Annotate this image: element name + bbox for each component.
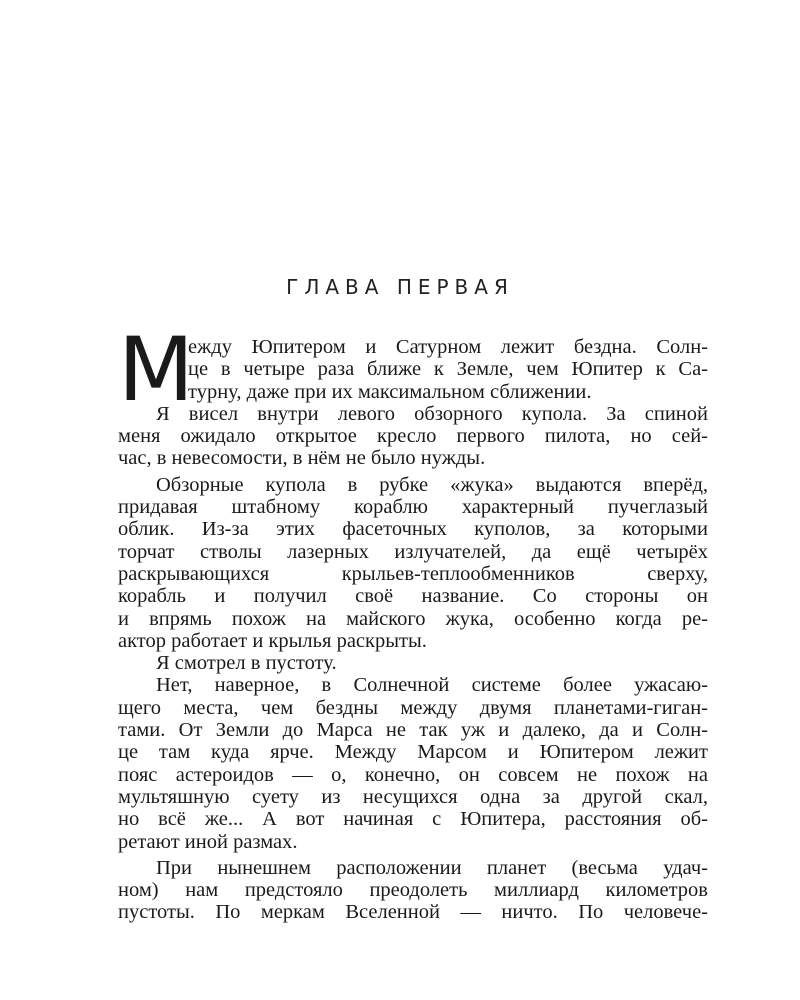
text-line: пустоты. По меркам Вселенной — ничто. По человече- [118, 901, 708, 924]
text-line: турну, даже при их максимальном сближении. [188, 380, 592, 403]
text-line: При нынешнем расположении планет (весьма удач- [156, 856, 708, 879]
text-line: Я смотрел в пустоту. [156, 652, 337, 675]
text-line: Обзорные купола в рубке «жука» выдаются вперёд, [156, 473, 708, 496]
text-line: це там куда ярче. Между Марсом и Юпитером лежит [118, 741, 708, 764]
text-line: облик. Из-за этих фасеточных куполов, за которыми [118, 518, 708, 541]
paragraph-5 [118, 674, 708, 852]
text-line: це в четыре раза ближе к Земле, чем Юпитер к Са- [188, 358, 708, 381]
paragraph-1 [118, 336, 708, 403]
paragraph-3 [118, 474, 708, 652]
text-line: меня ожидало открытое кресло первого пилота, но сей- [118, 425, 708, 448]
text-line: Я висел внутри левого обзорного купола. За спиной [156, 402, 708, 425]
text-line: ежду Юпитером и Сатурном лежит бездна. Солн- [188, 336, 708, 358]
paragraph-4 [118, 652, 708, 674]
text-line: и впрямь похож на майского жука, особенно когда ре- [118, 607, 708, 630]
paragraph-6 [118, 857, 708, 924]
chapter-title: ГЛАВА ПЕРВАЯ [286, 275, 514, 300]
text-line: придавая штабному кораблю характерный пучеглазый [118, 496, 708, 519]
drop-cap-letter: М [118, 318, 194, 421]
text-line: пояс астероидов — о, конечно, он совсем не похож на [118, 763, 708, 786]
text-line: ретают иной размах. [118, 830, 298, 853]
text-line: Нет, наверное, в Солнечной системе более ужасаю- [156, 674, 708, 697]
text-line: корабль и получил своё название. Со стороны он [118, 585, 708, 608]
text-line: тами. От Земли до Марса не так уж и далеко, да и Солн- [118, 719, 708, 742]
chapter-text [118, 318, 708, 924]
text-line: актор работает и крылья раскрыты. [118, 629, 427, 652]
text-line: щего места, чем бездны между двумя планетами-гиган- [118, 696, 708, 719]
text-line: раскрывающихся крыльев-теплообменников сверху, [118, 562, 708, 585]
text-line: час, в невесомости, в нём не было нужды. [118, 447, 486, 470]
text-line: мультяшную суету из несущихся одна за другой скал, [118, 785, 708, 808]
text-line: ном) нам предстояло преодолеть миллиард километров [118, 879, 708, 902]
text-line: торчат стволы лазерных излучателей, да ещё четырёх [118, 540, 708, 563]
paragraph-2 [118, 403, 708, 470]
text-line: но всё же... А вот начиная с Юпитера, расстояния об- [118, 808, 708, 831]
